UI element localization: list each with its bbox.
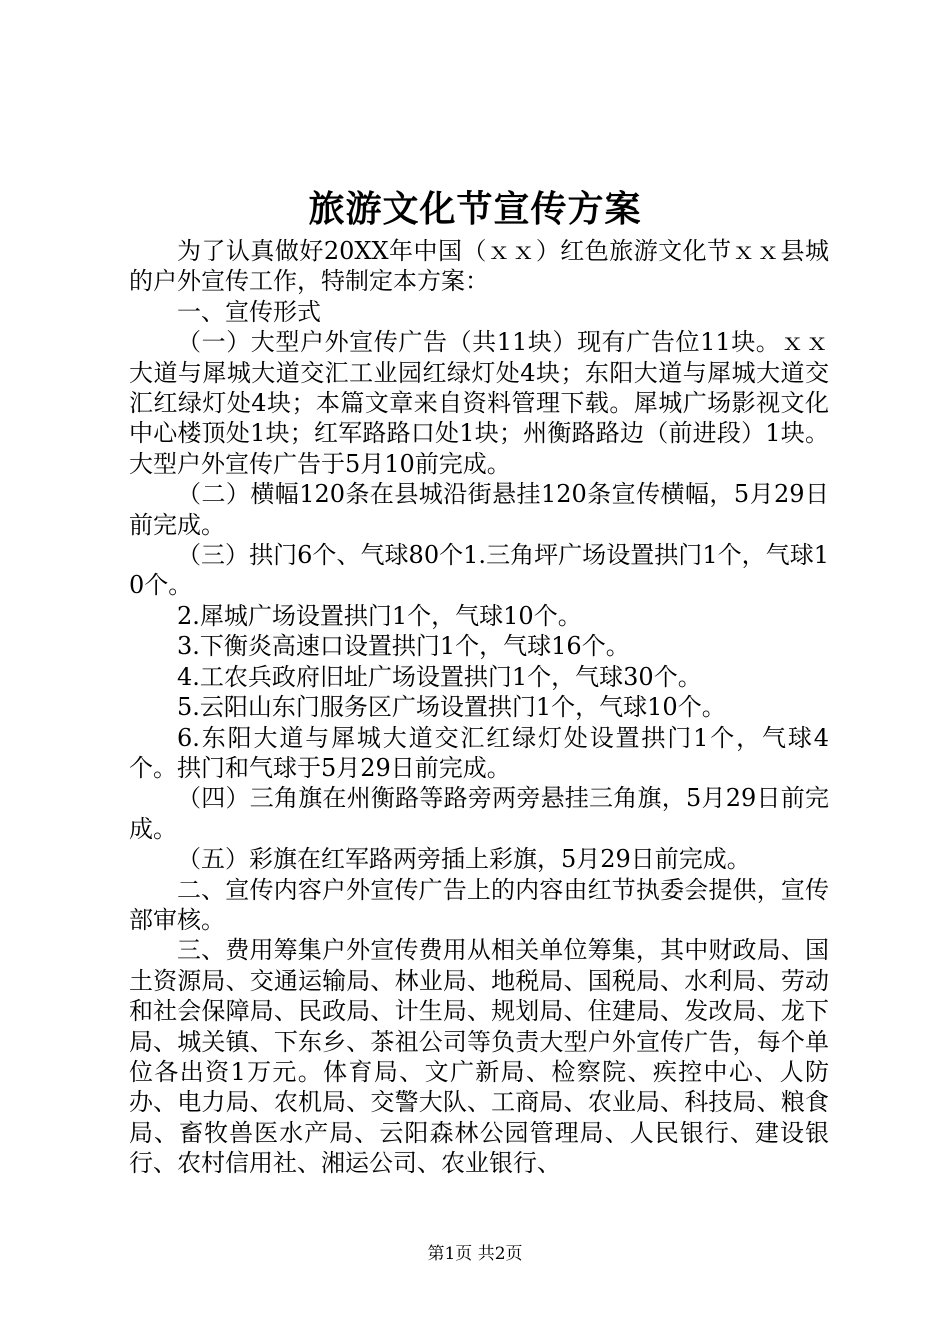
- document-body: [129, 236, 829, 1179]
- paragraph-subitem-6: 6.东阳大道与犀城大道交汇红绿灯处设置拱门1个，气球4个。拱门和气球于5月29日前完成。: [129, 723, 829, 782]
- paragraph-intro: 为了认真做好20XX年中国（ｘｘ）红色旅游文化节ｘｘ县城的户外宣传工作，特制定本方案：: [129, 237, 829, 296]
- paragraph-section-2: 二、宣传内容户外宣传广告上的内容由红节执委会提供，宣传部审核。: [129, 875, 829, 934]
- paragraph-item-1: （一）大型户外宣传广告（共11块）现有广告位11块。ｘｘ大道与犀城大道交汇工业园红绿灯处4块；东阳大道与犀城大道交汇红绿灯处4块；本篇文章来自资料管理下载。犀城广场影视文化中心楼顶处1块；红军路路口处1块；州衡路路边（前进段）1块。大型户外宣传广告于5月10前完成。: [129, 328, 829, 478]
- paragraph-item-3: （三）拱门6个、气球80个1.三角坪广场设置拱门1个，气球10个。: [129, 541, 829, 600]
- paragraph-subitem-4: 4.工农兵政府旧址广场设置拱门1个，气球30个。: [177, 662, 702, 691]
- paragraph-item-5: （五）彩旗在红军路两旁插上彩旗，5月29日前完成。: [177, 845, 751, 874]
- paragraph-subitem-5: 5.云阳山东门服务区广场设置拱门1个，气球10个。: [177, 693, 726, 722]
- paragraph-item-4: （四）三角旗在州衡路等路旁两旁悬挂三角旗，5月29日前完成。: [129, 784, 829, 843]
- paragraph-item-2: （二）横幅120条在县城沿街悬挂120条宣传横幅，5月29日前完成。: [129, 480, 829, 539]
- page-footer: 第1页 共2页: [427, 1244, 523, 1264]
- paragraph-subitem-3: 3.下衡炎高速口设置拱门1个，气球16个。: [177, 632, 630, 661]
- paragraph-subitem-2: 2.犀城广场设置拱门1个，气球10个。: [177, 601, 582, 630]
- paragraph-section-3: 三、费用筹集户外宣传费用从相关单位筹集，其中财政局、国土资源局、交通运输局、林业局、地税局、国税局、水利局、劳动和社会保障局、民政局、计生局、规划局、住建局、发改局、龙下局、城关镇、下东乡、茶祖公司等负责大型户外宣传广告，每个单位各出资1万元。体育局、文广新局、检察院、疾控中心、人防办、电力局、农机局、交警大队、工商局、农业局、科技局、粮食局、畜牧兽医水产局、云阳森林公园管理局、人民银行、建设银行、农村信用社、湘运公司、农业银行、: [129, 936, 829, 1178]
- paragraph-section-1-heading: 一、宣传形式: [177, 297, 321, 326]
- document-title: 旅游文化节宣传方案: [308, 188, 642, 230]
